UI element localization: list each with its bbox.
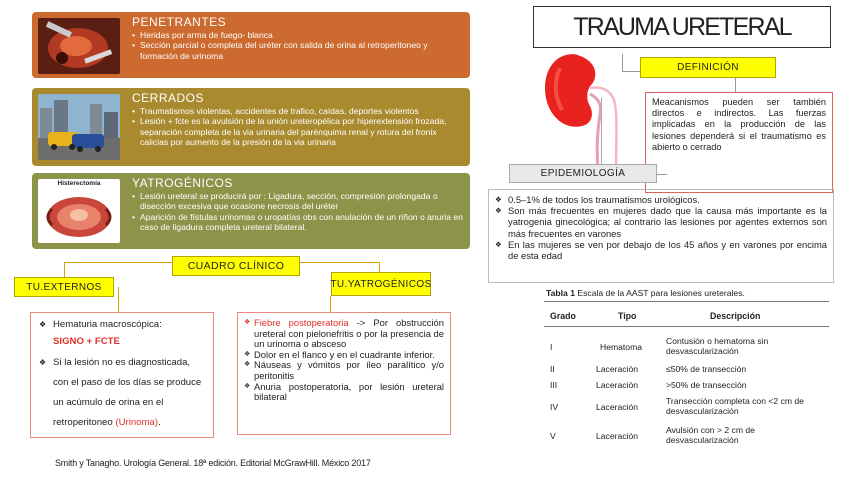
list-item: ❖ Dolor en el flanco y en el cuadrante inferior. [244, 350, 444, 361]
table-cell: V [550, 431, 556, 441]
table-cell: IV [550, 402, 559, 412]
table-caption [546, 288, 745, 298]
list-item [244, 318, 444, 350]
text: -> Por obstrucción ureteral con pielonefritis o por la presencia de un urinoma o absceso [254, 317, 444, 350]
list-item: • Traumatismos violentas, accidentes de trafico, caídas, deportes violentos [132, 106, 464, 116]
table-cell: III [550, 380, 558, 390]
table-cell: I [550, 342, 553, 352]
connector-line [622, 54, 642, 72]
column-header-tipo: Tipo [618, 311, 637, 321]
list-item: ❖ Son más frecuentes en mujeres dado que la causa más importante es la yatrogenia ginecológica; al contrario las lesiones por agentes externos son más frecuentes en varones [495, 205, 827, 239]
epidemiologia-box [488, 189, 834, 283]
divider [544, 301, 829, 302]
yatrogenicos-box [237, 312, 451, 435]
connector-line [118, 287, 126, 312]
cerrados-card [32, 88, 470, 166]
list-item: ❖ 0.5–1% de todos los traumatismos urológicos. [495, 194, 827, 205]
table-cell: ≤50% de transección [666, 364, 747, 374]
list-item: • Lesión + fcte es la avulsión de la unión ureteropélica por hiperextensión frozada, separación completa de la via urinaria del parénquima renal y rotura del fronix calicias por aumento de la presión de la via urinaria [132, 116, 464, 147]
reference-text: Smith y Tanagho. Urología General. 18ª edición. Editorial McGrawHill. México 2017 [55, 458, 371, 468]
list-item: • Heridas por arma de fuego- blanca [132, 30, 464, 40]
fiebre-text: Fiebre postoperatoria [254, 317, 349, 328]
externos-box [30, 312, 214, 438]
table-cell: Hematoma [600, 342, 643, 352]
table-cell: II [550, 364, 555, 374]
table-cell: Laceración [596, 364, 639, 374]
definicion-label: DEFINICIÓN [640, 57, 776, 78]
table-cell: Laceración [596, 380, 639, 390]
connector-line [601, 98, 602, 164]
list-item: • Aparición de fístulas urinomas o uropatías obs con anulación de un riñon o anuria en caso de ligadura completa ureteral bilateral. [132, 212, 464, 233]
divider [544, 326, 829, 327]
list-item [39, 353, 205, 433]
table-caption-bold: Tabla 1 [546, 288, 575, 298]
connector-line [64, 262, 172, 277]
definicion-text: Meacanismos pueden ser también directos e indirectos. Las fuerzas implicadas en la producción de las lesiones dependerá si el traumatismo es abierto o cerrado [645, 92, 833, 193]
column-header-descripcion: Descripción [710, 311, 761, 321]
list-item: • Sección parcial o completa del uréter con salida de orina al retroperitoneo y formación de urinoma [132, 40, 464, 61]
column-header-grado: Grado [550, 311, 576, 321]
photo-caption: Histerectomía [57, 180, 101, 187]
yatrogenicos-card [32, 173, 470, 249]
table-caption-text: Escala de la AAST para lesiones ureterales. [574, 288, 745, 298]
connector-line [735, 78, 736, 92]
list-item: • Lesión ureteral se producirá por : Ligadura, sección, compresión prolongada o disección excesiva que ocasione necrosis del uréter [132, 191, 464, 212]
yatrogenicos-list [132, 191, 464, 233]
table-cell: Avulsión con > 2 cm de desvascularización [666, 425, 755, 445]
penetrantes-card [32, 12, 470, 78]
text: Si la lesión no es diagnosticada, con el paso de los días se produce un acúmulo de orina en el retroperitoneo [53, 357, 202, 428]
penetrantes-list [132, 30, 464, 61]
page-title: TRAUMA URETERAL [533, 6, 831, 48]
cerrados-title: CERRADOS [132, 91, 205, 105]
aast-table [540, 285, 833, 456]
list-item: ❖ Anuria postoperatoria, por lesión ureteral bilateral [244, 382, 444, 403]
table-cell: Contusión o hematoma sin desvascularización [666, 336, 769, 356]
list-item: ❖ Náuseas y vómitos por íleo paralítico y/o peritonitis [244, 360, 444, 381]
cerrados-list [132, 106, 464, 148]
penetrantes-title: PENETRANTES [132, 15, 227, 29]
yatrogenicos-label: TU.YATROGÉNICOS [331, 272, 431, 296]
cuadro-clinico-label: CUADRO CLÍNICO [172, 256, 300, 276]
signo-badge: SIGNO + FCTE [53, 336, 120, 347]
epidemiologia-label: EPIDEMIOLOGÍA [509, 164, 657, 183]
connector-line [300, 262, 380, 272]
yatrogenicos-title: YATROGÉNICOS [132, 176, 233, 190]
histerectomia-photo [38, 179, 120, 243]
penetrantes-photo [38, 18, 120, 74]
list-item: ❖ En las mujeres se ven por debajo de los 45 años y en varones por encima de esta edad [495, 239, 827, 261]
externos-label: TU.EXTERNOS [14, 277, 114, 297]
connector-line [330, 296, 331, 312]
table-cell: Laceración [596, 402, 639, 412]
list-item: ❖ Hematuria macroscópica: [39, 319, 205, 330]
cerrados-photo [38, 94, 120, 160]
urinoma-text: (Urinoma) [115, 417, 159, 428]
table-cell: >50% de transección [666, 380, 747, 390]
table-cell: Laceración [596, 431, 639, 441]
text: . [158, 417, 161, 428]
table-cell: Transección completa con <2 cm de desvascularización [666, 396, 804, 416]
